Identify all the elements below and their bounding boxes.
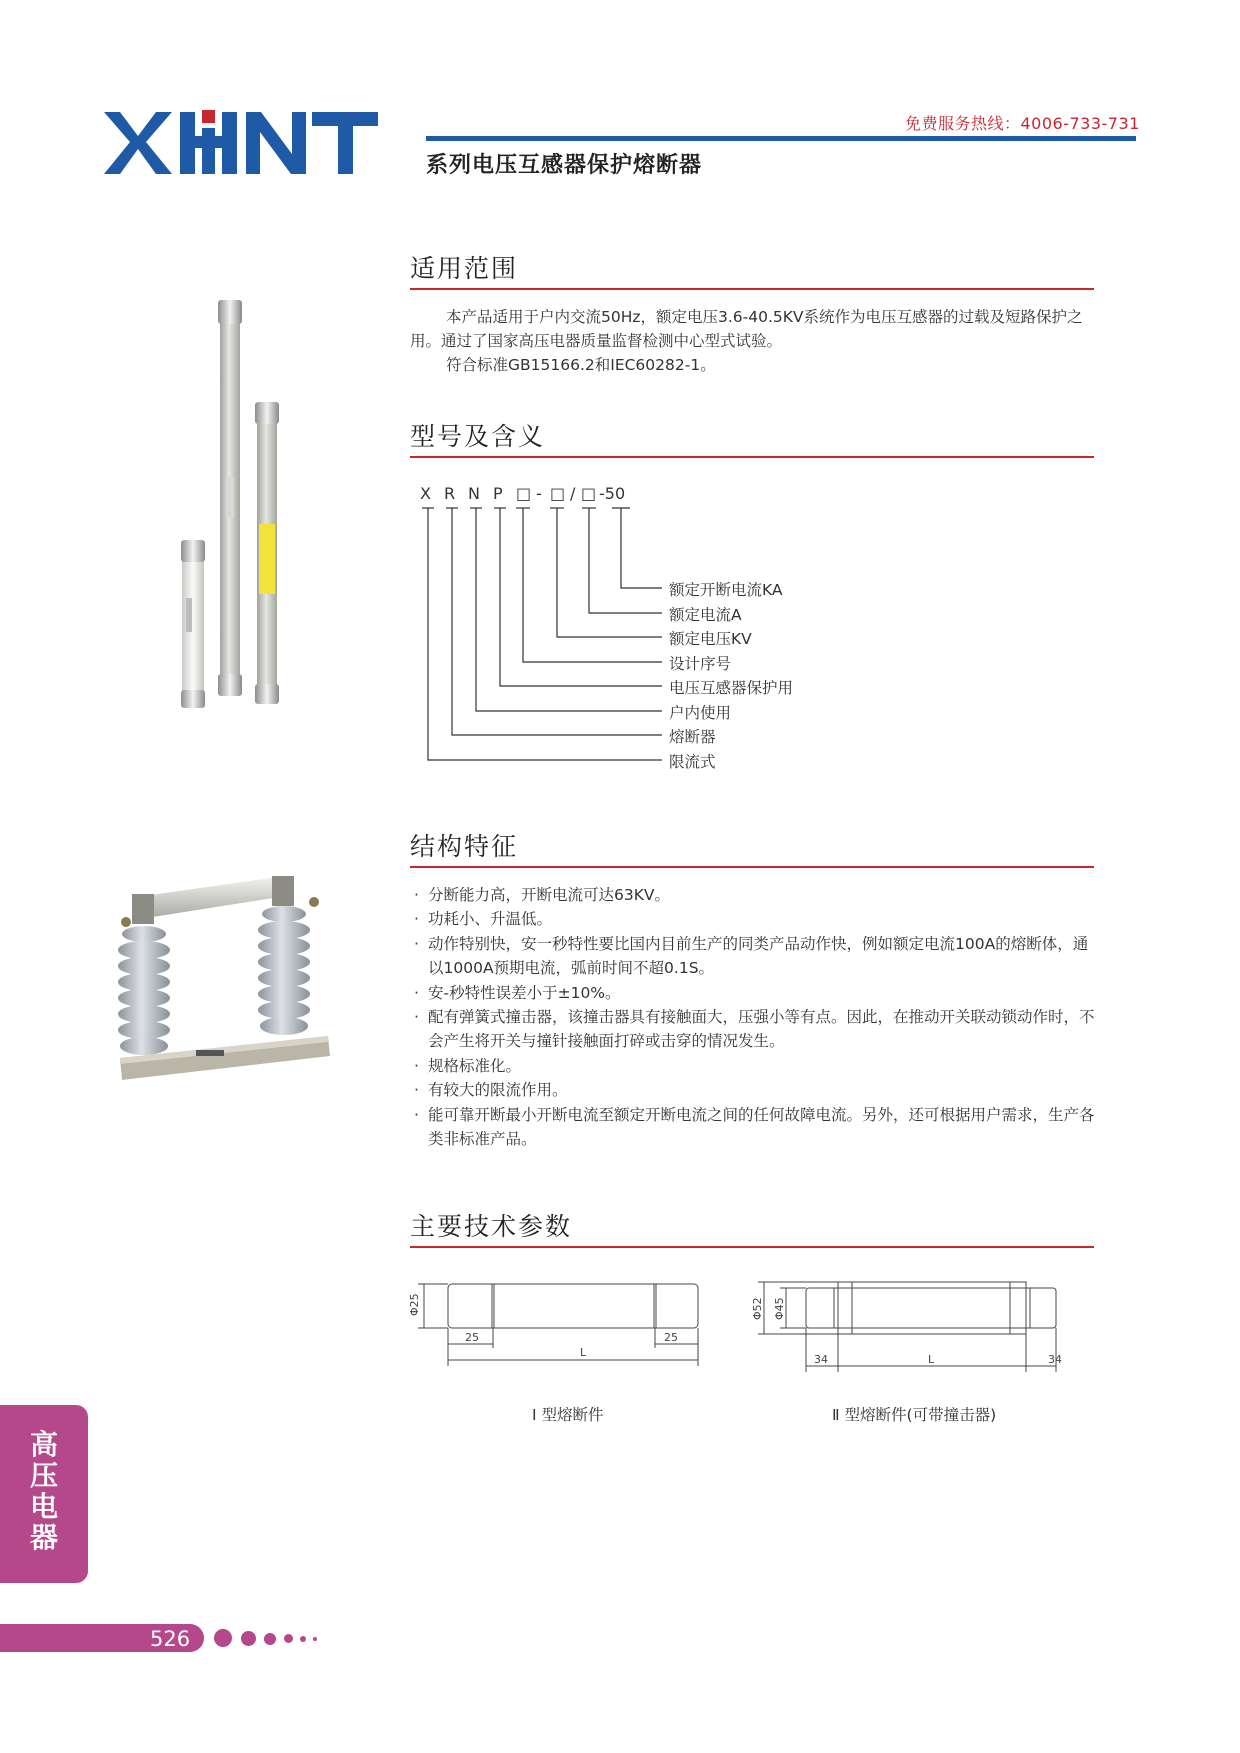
feature-item: · 配有弹簧式撞击器，该撞击器具有接触面大，压强小等有点。因此，在推动开关联动锁动作时，不会产生将开关与撞针接触面打碎或击穿的情况发生。 bbox=[412, 1005, 1102, 1054]
section-title-model: 型号及含义 bbox=[410, 422, 546, 451]
type2-end-right-label: 34 bbox=[1048, 1353, 1062, 1366]
meaning-fuse: 熔断器 bbox=[669, 728, 716, 746]
model-leader-lines bbox=[420, 504, 680, 766]
section-title-tech: 主要技术参数 bbox=[410, 1212, 573, 1241]
scope-paragraph-2: 符合标准GB15166.2和IEC60282-1。 bbox=[446, 356, 716, 374]
meaning-design-number: 设计序号 bbox=[669, 654, 732, 673]
code-slash: / bbox=[570, 484, 576, 503]
side-tab-char: 器 bbox=[29, 1521, 58, 1554]
code-box-2: □ bbox=[550, 484, 566, 503]
service-hotline: 免费服务热线：4006-733-731 bbox=[905, 114, 1140, 133]
code-p: P bbox=[493, 484, 503, 503]
code-r: R bbox=[444, 484, 456, 503]
feature-item: · 功耗小、升温低。 bbox=[412, 907, 1102, 931]
type1-length-label: L bbox=[580, 1346, 587, 1359]
section-rule bbox=[410, 866, 1094, 868]
type2-dia-inner-label: Φ45 bbox=[773, 1297, 786, 1320]
type1-end-left-label: 25 bbox=[465, 1331, 479, 1344]
meaning-indoor: 户内使用 bbox=[669, 703, 732, 722]
section-rule bbox=[410, 288, 1094, 290]
xhnt-logo bbox=[104, 104, 384, 180]
side-tab-char: 压 bbox=[29, 1459, 58, 1492]
type2-caption: Ⅱ 型熔断件(可带撞击器) bbox=[832, 1406, 997, 1424]
section-features bbox=[410, 830, 1094, 868]
section-title-scope: 适用范围 bbox=[410, 254, 519, 283]
feature-item: · 有较大的限流作用。 bbox=[412, 1078, 1102, 1102]
section-title-features: 结构特征 bbox=[410, 832, 519, 861]
decor-dot bbox=[284, 1634, 293, 1643]
side-tab-char: 高 bbox=[29, 1428, 58, 1461]
fuse-assembly-photo bbox=[114, 872, 336, 1086]
type2-dia-outer-label: Φ52 bbox=[751, 1297, 764, 1320]
type1-end-right-label: 25 bbox=[664, 1331, 678, 1344]
category-side-tab bbox=[0, 1405, 88, 1583]
decor-dot bbox=[264, 1633, 276, 1645]
feature-item: · 安-秒特性误差小于±10%。 bbox=[412, 981, 1102, 1005]
scope-text bbox=[410, 305, 1100, 377]
decor-dot bbox=[300, 1636, 306, 1642]
fuse-tubes-photo bbox=[170, 298, 290, 718]
type2-length-label: L bbox=[928, 1353, 935, 1366]
decor-dot bbox=[214, 1629, 232, 1647]
meaning-rated-breaking-current: 额定开断电流KA bbox=[669, 581, 783, 599]
section-model bbox=[410, 420, 1094, 458]
scope-paragraph-1: 本产品适用于户内交流50Hz，额定电压3.6-40.5KV系统作为电压互感器的过载及短路保护之用。通过了国家高压电器质量监督检测中心型式试验。 bbox=[410, 308, 1083, 350]
feature-item: · 动作特别快，安一秒特性要比国内目前生产的同类产品动作快，例如额定电流100A的熔断体，通以1000A预期电流，弧前时间不超0.1S。 bbox=[412, 932, 1102, 981]
code-n: N bbox=[468, 484, 480, 503]
feature-item: · 能可靠开断最小开断电流至额定开断电流之间的任何故障电流。另外，还可根据用户需求，生产各类非标准产品。 bbox=[412, 1103, 1102, 1152]
series-title: 系列电压互感器保护熔断器 bbox=[426, 153, 703, 178]
meaning-vt-protection: 电压互感器保护用 bbox=[669, 679, 794, 697]
decor-dot bbox=[241, 1631, 256, 1646]
header-rule bbox=[426, 136, 1136, 141]
section-scope bbox=[410, 252, 1094, 290]
meaning-current-limiting: 限流式 bbox=[669, 752, 716, 771]
type2-end-left-label: 34 bbox=[814, 1353, 828, 1366]
meaning-rated-current: 额定电流A bbox=[669, 605, 742, 624]
feature-item: · 规格标准化。 bbox=[412, 1054, 1102, 1078]
code-suffix: -50 bbox=[599, 484, 626, 503]
type1-dia-label: Φ25 bbox=[408, 1293, 421, 1316]
code-dash-1: - bbox=[536, 484, 542, 503]
page-number: 526 bbox=[150, 1627, 191, 1651]
section-rule bbox=[410, 1246, 1094, 1248]
type1-caption: Ⅰ 型熔断件 bbox=[532, 1406, 604, 1424]
code-box-1: □ bbox=[516, 484, 532, 503]
side-tab-char: 电 bbox=[29, 1490, 58, 1523]
meaning-rated-voltage: 额定电压KV bbox=[669, 630, 752, 648]
code-box-3: □ bbox=[581, 484, 597, 503]
decor-dot bbox=[313, 1637, 317, 1641]
section-tech bbox=[410, 1210, 1094, 1248]
section-rule bbox=[410, 456, 1094, 458]
feature-item: · 分断能力高，开断电流可达63KV。 bbox=[412, 883, 1102, 907]
code-x: X bbox=[420, 484, 431, 503]
feature-list bbox=[412, 883, 1102, 1151]
type2-fuse-drawing bbox=[752, 1276, 1100, 1380]
type1-fuse-drawing bbox=[410, 1276, 730, 1372]
